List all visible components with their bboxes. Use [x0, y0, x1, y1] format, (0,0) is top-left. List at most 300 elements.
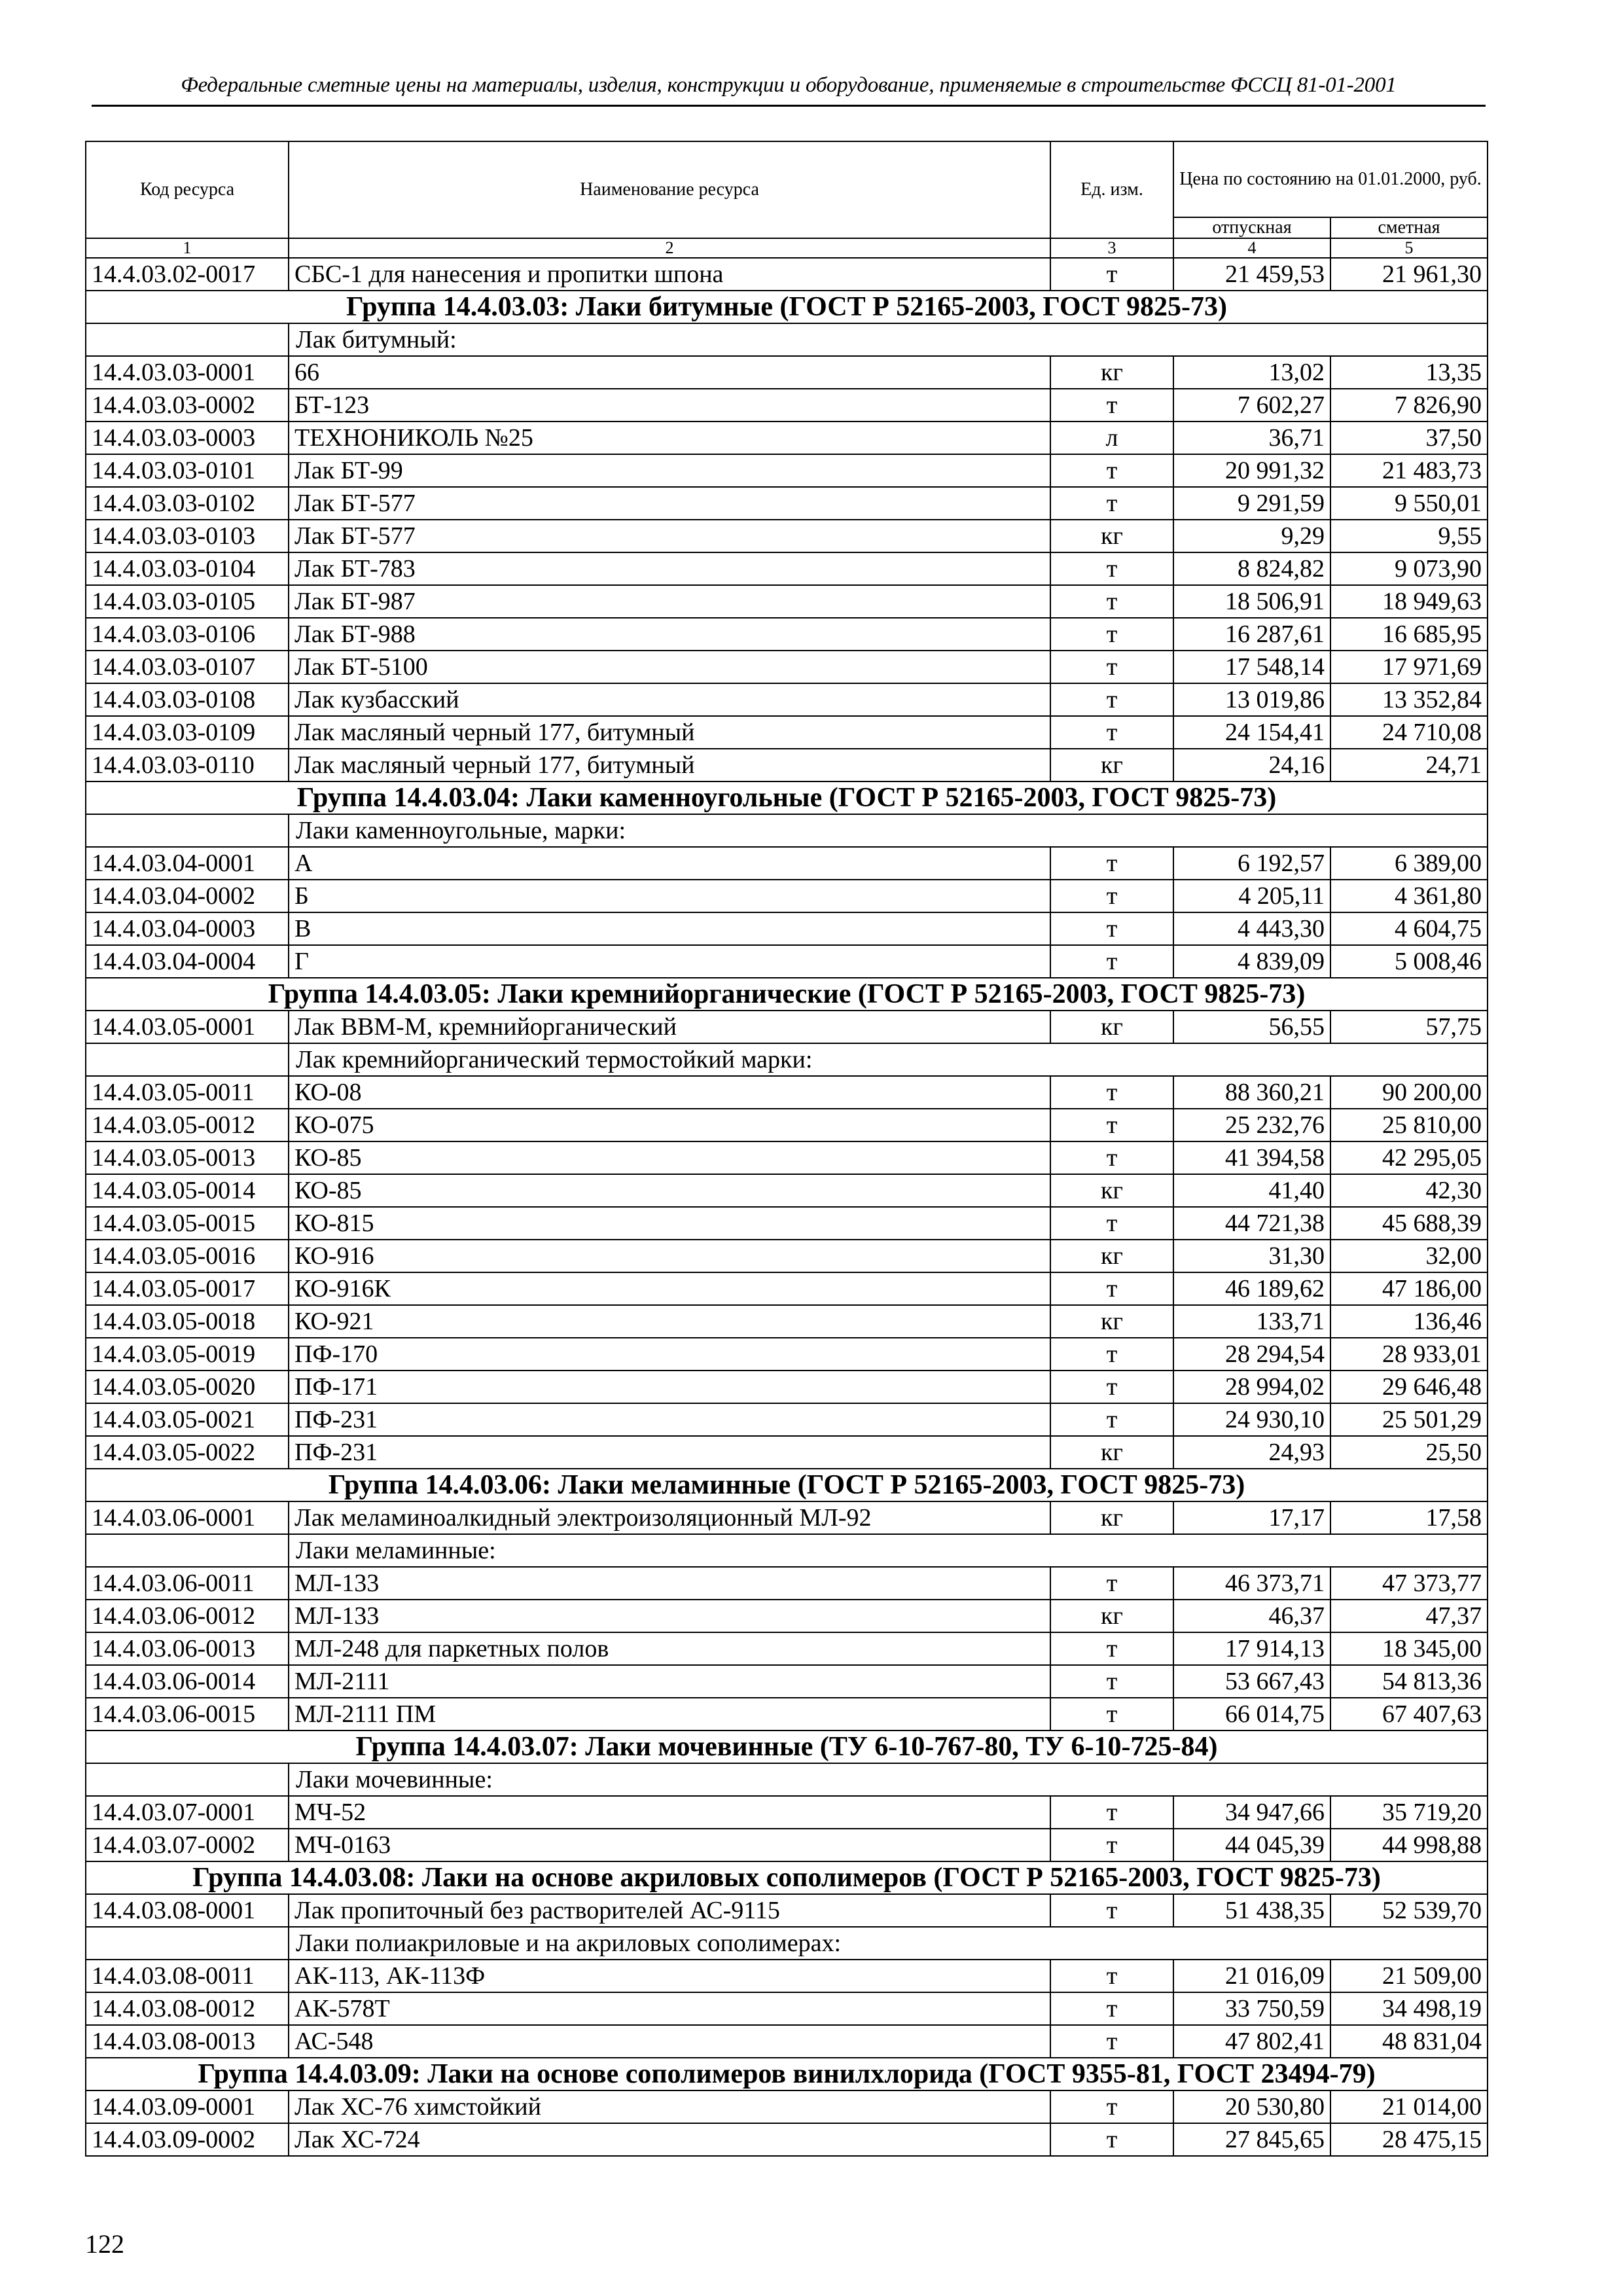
- price-release-cell: 21 459,53: [1173, 258, 1330, 291]
- name-cell: СБС-1 для нанесения и пропитки шпона: [289, 258, 1050, 291]
- price-release-cell: 33 750,59: [1173, 1992, 1330, 2025]
- name-cell: МЧ-0163: [289, 1829, 1050, 1861]
- name-cell: А: [289, 847, 1050, 880]
- unit-cell: т: [1050, 651, 1173, 683]
- price-release-cell: 44 721,38: [1173, 1207, 1330, 1240]
- table-row: [86, 389, 1488, 422]
- price-release-cell: 133,71: [1173, 1305, 1330, 1338]
- code-cell: 14.4.03.06-0014: [86, 1665, 289, 1698]
- column-number: 1: [86, 238, 289, 258]
- unit-cell: кг: [1050, 356, 1173, 389]
- price-estimate-cell: 9,55: [1330, 520, 1488, 552]
- price-estimate-cell: 16 685,95: [1330, 618, 1488, 651]
- unit-cell: т: [1050, 1272, 1173, 1305]
- code-cell: 14.4.03.05-0022: [86, 1436, 289, 1469]
- unit-cell: т: [1050, 585, 1173, 618]
- table-row: [86, 716, 1488, 749]
- code-cell: 14.4.03.03-0108: [86, 683, 289, 716]
- table-row: [86, 1436, 1488, 1469]
- subheading-row: [86, 814, 1488, 847]
- table-row: [86, 1796, 1488, 1829]
- unit-cell: т: [1050, 1992, 1173, 2025]
- name-cell: МЛ-133: [289, 1567, 1050, 1600]
- table-row: [86, 1894, 1488, 1927]
- code-cell: [86, 1763, 289, 1796]
- name-cell: КО-08: [289, 1076, 1050, 1109]
- name-cell: Лак ХС-76 химстойкий: [289, 2090, 1050, 2123]
- unit-cell: т: [1050, 1796, 1173, 1829]
- unit-cell: т: [1050, 1665, 1173, 1698]
- code-cell: 14.4.03.03-0001: [86, 356, 289, 389]
- column-number: 5: [1330, 238, 1488, 258]
- code-cell: [86, 1534, 289, 1567]
- price-release-cell: 20 991,32: [1173, 454, 1330, 487]
- name-cell: Лак БТ-99: [289, 454, 1050, 487]
- price-estimate-cell: 48 831,04: [1330, 2025, 1488, 2058]
- column-header-price-release: отпускная: [1173, 217, 1330, 238]
- name-cell: ТЕХНОНИКОЛЬ №25: [289, 422, 1050, 454]
- name-cell: АС-548: [289, 2025, 1050, 2058]
- price-estimate-cell: 90 200,00: [1330, 1076, 1488, 1109]
- name-cell: КО-916: [289, 1240, 1050, 1272]
- subheading-row: [86, 323, 1488, 356]
- price-estimate-cell: 13,35: [1330, 356, 1488, 389]
- table-row: [86, 618, 1488, 651]
- group-title: Группа 14.4.03.06: Лаки меламинные (ГОСТ Р 52165-2003, ГОСТ 9825-73): [86, 1469, 1488, 1501]
- table-row: [86, 683, 1488, 716]
- unit-cell: т: [1050, 847, 1173, 880]
- price-estimate-cell: 21 961,30: [1330, 258, 1488, 291]
- price-release-cell: 28 994,02: [1173, 1371, 1330, 1403]
- price-estimate-cell: 25 501,29: [1330, 1403, 1488, 1436]
- price-release-cell: 47 802,41: [1173, 2025, 1330, 2058]
- subheading-label: Лаки полиакриловые и на акриловых сополимерах:: [289, 1927, 1488, 1960]
- price-estimate-cell: 44 998,88: [1330, 1829, 1488, 1861]
- price-estimate-cell: 9 550,01: [1330, 487, 1488, 520]
- name-cell: МЛ-133: [289, 1600, 1050, 1632]
- name-cell: Лак масляный черный 177, битумный: [289, 749, 1050, 781]
- price-estimate-cell: 37,50: [1330, 422, 1488, 454]
- name-cell: Лак БТ-577: [289, 487, 1050, 520]
- table-row: [86, 847, 1488, 880]
- code-cell: 14.4.03.02-0017: [86, 258, 289, 291]
- table-row: [86, 520, 1488, 552]
- table-row: [86, 945, 1488, 978]
- unit-cell: кг: [1050, 749, 1173, 781]
- price-estimate-cell: 21 014,00: [1330, 2090, 1488, 2123]
- table-row: [86, 258, 1488, 291]
- code-cell: 14.4.03.05-0021: [86, 1403, 289, 1436]
- price-estimate-cell: 18 345,00: [1330, 1632, 1488, 1665]
- unit-cell: т: [1050, 1371, 1173, 1403]
- group-heading-row: [86, 1731, 1488, 1763]
- unit-cell: т: [1050, 912, 1173, 945]
- name-cell: КО-921: [289, 1305, 1050, 1338]
- code-cell: 14.4.03.09-0002: [86, 2123, 289, 2156]
- table-row: [86, 2025, 1488, 2058]
- unit-cell: т: [1050, 1567, 1173, 1600]
- price-estimate-cell: 6 389,00: [1330, 847, 1488, 880]
- group-title: Группа 14.4.03.09: Лаки на основе сополимеров винилхлорида (ГОСТ 9355-81, ГОСТ 23494-79): [86, 2058, 1488, 2090]
- price-release-cell: 17,17: [1173, 1501, 1330, 1534]
- code-cell: 14.4.03.06-0011: [86, 1567, 289, 1600]
- code-cell: 14.4.03.08-0001: [86, 1894, 289, 1927]
- unit-cell: т: [1050, 487, 1173, 520]
- table-row: [86, 454, 1488, 487]
- price-table: [85, 141, 1488, 2157]
- subheading-label: Лаки каменноугольные, марки:: [289, 814, 1488, 847]
- name-cell: Лак ВВМ-М, кремнийорганический: [289, 1011, 1050, 1043]
- group-heading-row: [86, 291, 1488, 323]
- unit-cell: кг: [1050, 1501, 1173, 1534]
- column-number: 3: [1050, 238, 1173, 258]
- price-release-cell: 44 045,39: [1173, 1829, 1330, 1861]
- price-estimate-cell: 17 971,69: [1330, 651, 1488, 683]
- name-cell: МЛ-248 для паркетных полов: [289, 1632, 1050, 1665]
- unit-cell: т: [1050, 258, 1173, 291]
- name-cell: Г: [289, 945, 1050, 978]
- unit-cell: т: [1050, 1109, 1173, 1141]
- name-cell: МЧ-52: [289, 1796, 1050, 1829]
- unit-cell: кг: [1050, 1174, 1173, 1207]
- name-cell: Лак БТ-5100: [289, 651, 1050, 683]
- code-cell: 14.4.03.05-0016: [86, 1240, 289, 1272]
- table-row: [86, 1305, 1488, 1338]
- name-cell: ПФ-231: [289, 1436, 1050, 1469]
- price-release-cell: 27 845,65: [1173, 2123, 1330, 2156]
- price-release-cell: 24 930,10: [1173, 1403, 1330, 1436]
- unit-cell: т: [1050, 1338, 1173, 1371]
- name-cell: Лак БТ-783: [289, 552, 1050, 585]
- price-release-cell: 17 914,13: [1173, 1632, 1330, 1665]
- code-cell: 14.4.03.05-0019: [86, 1338, 289, 1371]
- group-title: Группа 14.4.03.04: Лаки каменноугольные (ГОСТ Р 52165-2003, ГОСТ 9825-73): [86, 781, 1488, 814]
- table-row: [86, 1698, 1488, 1731]
- price-release-cell: 4 839,09: [1173, 945, 1330, 978]
- price-estimate-cell: 7 826,90: [1330, 389, 1488, 422]
- price-estimate-cell: 4 361,80: [1330, 880, 1488, 912]
- table-row: [86, 2090, 1488, 2123]
- subheading-row: [86, 1927, 1488, 1960]
- subheading-label: Лак битумный:: [289, 323, 1488, 356]
- price-release-cell: 16 287,61: [1173, 618, 1330, 651]
- unit-cell: кг: [1050, 1240, 1173, 1272]
- group-heading-row: [86, 978, 1488, 1011]
- table-row: [86, 1665, 1488, 1698]
- price-release-cell: 46 189,62: [1173, 1272, 1330, 1305]
- price-release-cell: 24,93: [1173, 1436, 1330, 1469]
- name-cell: МЛ-2111: [289, 1665, 1050, 1698]
- price-release-cell: 36,71: [1173, 422, 1330, 454]
- name-cell: ПФ-231: [289, 1403, 1050, 1436]
- code-cell: 14.4.03.03-0104: [86, 552, 289, 585]
- unit-cell: т: [1050, 880, 1173, 912]
- price-estimate-cell: 34 498,19: [1330, 1992, 1488, 2025]
- price-release-cell: 56,55: [1173, 1011, 1330, 1043]
- table-row: [86, 552, 1488, 585]
- table-row: [86, 1632, 1488, 1665]
- table-row: [86, 487, 1488, 520]
- table-row: [86, 1207, 1488, 1240]
- table-row: [86, 1600, 1488, 1632]
- table-row: [86, 1992, 1488, 2025]
- table-row: [86, 880, 1488, 912]
- table-row: [86, 1076, 1488, 1109]
- code-cell: 14.4.03.04-0004: [86, 945, 289, 978]
- table-row: [86, 1109, 1488, 1141]
- price-release-cell: 4 443,30: [1173, 912, 1330, 945]
- unit-cell: т: [1050, 1076, 1173, 1109]
- table-row: [86, 912, 1488, 945]
- price-estimate-cell: 42 295,05: [1330, 1141, 1488, 1174]
- price-estimate-cell: 13 352,84: [1330, 683, 1488, 716]
- name-cell: ПФ-171: [289, 1371, 1050, 1403]
- price-release-cell: 21 016,09: [1173, 1960, 1330, 1992]
- unit-cell: т: [1050, 1829, 1173, 1861]
- price-release-cell: 34 947,66: [1173, 1796, 1330, 1829]
- name-cell: КО-075: [289, 1109, 1050, 1141]
- price-estimate-cell: 21 483,73: [1330, 454, 1488, 487]
- code-cell: 14.4.03.05-0015: [86, 1207, 289, 1240]
- name-cell: Лак ХС-724: [289, 2123, 1050, 2156]
- table-row: [86, 422, 1488, 454]
- unit-cell: кг: [1050, 1600, 1173, 1632]
- name-cell: Лак БТ-987: [289, 585, 1050, 618]
- table-row: [86, 1829, 1488, 1861]
- name-cell: КО-916К: [289, 1272, 1050, 1305]
- price-release-cell: 51 438,35: [1173, 1894, 1330, 1927]
- unit-cell: т: [1050, 683, 1173, 716]
- unit-cell: кг: [1050, 1011, 1173, 1043]
- price-release-cell: 7 602,27: [1173, 389, 1330, 422]
- price-estimate-cell: 29 646,48: [1330, 1371, 1488, 1403]
- price-estimate-cell: 21 509,00: [1330, 1960, 1488, 1992]
- table-row: [86, 2123, 1488, 2156]
- unit-cell: т: [1050, 2025, 1173, 2058]
- price-release-cell: 31,30: [1173, 1240, 1330, 1272]
- page-number: 122: [85, 2229, 124, 2259]
- code-cell: [86, 1043, 289, 1076]
- code-cell: [86, 1927, 289, 1960]
- subheading-label: Лаки мочевинные:: [289, 1763, 1488, 1796]
- name-cell: АК-578Т: [289, 1992, 1050, 2025]
- name-cell: ПФ-170: [289, 1338, 1050, 1371]
- column-number: 2: [289, 238, 1050, 258]
- code-cell: 14.4.03.04-0003: [86, 912, 289, 945]
- table-row: [86, 356, 1488, 389]
- name-cell: КО-815: [289, 1207, 1050, 1240]
- price-release-cell: 20 530,80: [1173, 2090, 1330, 2123]
- price-estimate-cell: 24,71: [1330, 749, 1488, 781]
- code-cell: 14.4.03.06-0013: [86, 1632, 289, 1665]
- code-cell: 14.4.03.08-0013: [86, 2025, 289, 2058]
- unit-cell: кг: [1050, 1436, 1173, 1469]
- code-cell: 14.4.03.06-0015: [86, 1698, 289, 1731]
- table-row: [86, 1567, 1488, 1600]
- price-estimate-cell: 9 073,90: [1330, 552, 1488, 585]
- code-cell: [86, 323, 289, 356]
- table-row: [86, 1272, 1488, 1305]
- unit-cell: т: [1050, 1960, 1173, 1992]
- group-heading-row: [86, 1469, 1488, 1501]
- running-header: Федеральные сметные цены на материалы, изделия, конструкции и оборудование, применяемые в строительстве ФССЦ 81-01-2001: [181, 73, 1397, 97]
- group-title: Группа 14.4.03.08: Лаки на основе акриловых сополимеров (ГОСТ Р 52165-2003, ГОСТ 9825-73): [86, 1861, 1488, 1894]
- name-cell: Лак масляный черный 177, битумный: [289, 716, 1050, 749]
- price-release-cell: 41 394,58: [1173, 1141, 1330, 1174]
- unit-cell: т: [1050, 552, 1173, 585]
- table-row: [86, 1141, 1488, 1174]
- table-body: [86, 258, 1488, 2156]
- name-cell: МЛ-2111 ПМ: [289, 1698, 1050, 1731]
- unit-cell: т: [1050, 1894, 1173, 1927]
- subheading-label: Лаки меламинные:: [289, 1534, 1488, 1567]
- code-cell: 14.4.03.03-0102: [86, 487, 289, 520]
- price-estimate-cell: 32,00: [1330, 1240, 1488, 1272]
- price-estimate-cell: 57,75: [1330, 1011, 1488, 1043]
- table-row: [86, 1338, 1488, 1371]
- subheading-row: [86, 1043, 1488, 1076]
- price-release-cell: 24,16: [1173, 749, 1330, 781]
- unit-cell: т: [1050, 2123, 1173, 2156]
- unit-cell: т: [1050, 716, 1173, 749]
- code-cell: 14.4.03.03-0110: [86, 749, 289, 781]
- price-release-cell: 9,29: [1173, 520, 1330, 552]
- price-release-cell: 25 232,76: [1173, 1109, 1330, 1141]
- price-release-cell: 66 014,75: [1173, 1698, 1330, 1731]
- price-release-cell: 17 548,14: [1173, 651, 1330, 683]
- subheading-row: [86, 1534, 1488, 1567]
- code-cell: 14.4.03.09-0001: [86, 2090, 289, 2123]
- unit-cell: т: [1050, 945, 1173, 978]
- name-cell: КО-85: [289, 1141, 1050, 1174]
- code-cell: 14.4.03.03-0003: [86, 422, 289, 454]
- name-cell: Лак БТ-988: [289, 618, 1050, 651]
- name-cell: Б: [289, 880, 1050, 912]
- column-header-price-group: Цена по состоянию на 01.01.2000, руб.: [1173, 141, 1488, 217]
- unit-cell: т: [1050, 1632, 1173, 1665]
- price-estimate-cell: 42,30: [1330, 1174, 1488, 1207]
- code-cell: 14.4.03.04-0001: [86, 847, 289, 880]
- column-number: 4: [1173, 238, 1330, 258]
- code-cell: 14.4.03.05-0011: [86, 1076, 289, 1109]
- price-release-cell: 46,37: [1173, 1600, 1330, 1632]
- price-estimate-cell: 47 373,77: [1330, 1567, 1488, 1600]
- price-estimate-cell: 52 539,70: [1330, 1894, 1488, 1927]
- unit-cell: т: [1050, 1698, 1173, 1731]
- unit-cell: т: [1050, 1207, 1173, 1240]
- code-cell: 14.4.03.05-0014: [86, 1174, 289, 1207]
- column-header-price-estimate: сметная: [1330, 217, 1488, 238]
- code-cell: 14.4.03.05-0020: [86, 1371, 289, 1403]
- unit-cell: кг: [1050, 520, 1173, 552]
- price-estimate-cell: 67 407,63: [1330, 1698, 1488, 1731]
- name-cell: БТ-123: [289, 389, 1050, 422]
- table-row: [86, 1501, 1488, 1534]
- table-row: [86, 651, 1488, 683]
- price-release-cell: 18 506,91: [1173, 585, 1330, 618]
- group-heading-row: [86, 2058, 1488, 2090]
- price-estimate-cell: 25 810,00: [1330, 1109, 1488, 1141]
- table-row: [86, 1174, 1488, 1207]
- unit-cell: т: [1050, 389, 1173, 422]
- price-estimate-cell: 136,46: [1330, 1305, 1488, 1338]
- name-cell: Лак БТ-577: [289, 520, 1050, 552]
- group-heading-row: [86, 781, 1488, 814]
- price-release-cell: 4 205,11: [1173, 880, 1330, 912]
- subheading-label: Лак кремнийорганический термостойкий марки:: [289, 1043, 1488, 1076]
- code-cell: 14.4.03.03-0106: [86, 618, 289, 651]
- price-estimate-cell: 17,58: [1330, 1501, 1488, 1534]
- code-cell: 14.4.03.07-0001: [86, 1796, 289, 1829]
- table-header: [86, 141, 1488, 258]
- code-cell: 14.4.03.08-0012: [86, 1992, 289, 2025]
- price-release-cell: 53 667,43: [1173, 1665, 1330, 1698]
- unit-cell: т: [1050, 1141, 1173, 1174]
- subheading-row: [86, 1763, 1488, 1796]
- unit-cell: л: [1050, 422, 1173, 454]
- code-cell: 14.4.03.06-0001: [86, 1501, 289, 1534]
- name-cell: Лак пропиточный без растворителей АС-9115: [289, 1894, 1050, 1927]
- price-estimate-cell: 45 688,39: [1330, 1207, 1488, 1240]
- code-cell: 14.4.03.03-0103: [86, 520, 289, 552]
- column-header-name: Наименование ресурса: [289, 141, 1050, 238]
- column-number-row: [86, 238, 1488, 258]
- price-release-cell: 6 192,57: [1173, 847, 1330, 880]
- unit-cell: т: [1050, 1403, 1173, 1436]
- name-cell: 66: [289, 356, 1050, 389]
- group-heading-row: [86, 1861, 1488, 1894]
- table-row: [86, 1960, 1488, 1992]
- price-release-cell: 9 291,59: [1173, 487, 1330, 520]
- name-cell: В: [289, 912, 1050, 945]
- code-cell: 14.4.03.03-0101: [86, 454, 289, 487]
- price-estimate-cell: 4 604,75: [1330, 912, 1488, 945]
- price-estimate-cell: 47 186,00: [1330, 1272, 1488, 1305]
- code-cell: 14.4.03.05-0001: [86, 1011, 289, 1043]
- header-rule: [92, 105, 1486, 107]
- code-cell: 14.4.03.07-0002: [86, 1829, 289, 1861]
- code-cell: [86, 814, 289, 847]
- code-cell: 14.4.03.03-0107: [86, 651, 289, 683]
- code-cell: 14.4.03.05-0013: [86, 1141, 289, 1174]
- price-estimate-cell: 35 719,20: [1330, 1796, 1488, 1829]
- table-row: [86, 1403, 1488, 1436]
- name-cell: КО-85: [289, 1174, 1050, 1207]
- code-cell: 14.4.03.05-0017: [86, 1272, 289, 1305]
- price-release-cell: 13,02: [1173, 356, 1330, 389]
- code-cell: 14.4.03.08-0011: [86, 1960, 289, 1992]
- table-row: [86, 749, 1488, 781]
- unit-cell: т: [1050, 454, 1173, 487]
- code-cell: 14.4.03.05-0012: [86, 1109, 289, 1141]
- price-release-cell: 13 019,86: [1173, 683, 1330, 716]
- unit-cell: кг: [1050, 1305, 1173, 1338]
- price-estimate-cell: 54 813,36: [1330, 1665, 1488, 1698]
- unit-cell: т: [1050, 2090, 1173, 2123]
- name-cell: АК-113, АК-113Ф: [289, 1960, 1050, 1992]
- price-release-cell: 24 154,41: [1173, 716, 1330, 749]
- price-release-cell: 46 373,71: [1173, 1567, 1330, 1600]
- name-cell: Лак кузбасский: [289, 683, 1050, 716]
- price-estimate-cell: 28 475,15: [1330, 2123, 1488, 2156]
- price-estimate-cell: 5 008,46: [1330, 945, 1488, 978]
- table-row: [86, 1011, 1488, 1043]
- table-row: [86, 585, 1488, 618]
- unit-cell: т: [1050, 618, 1173, 651]
- price-release-cell: 28 294,54: [1173, 1338, 1330, 1371]
- price-estimate-cell: 18 949,63: [1330, 585, 1488, 618]
- group-title: Группа 14.4.03.05: Лаки кремнийорганические (ГОСТ Р 52165-2003, ГОСТ 9825-73): [86, 978, 1488, 1011]
